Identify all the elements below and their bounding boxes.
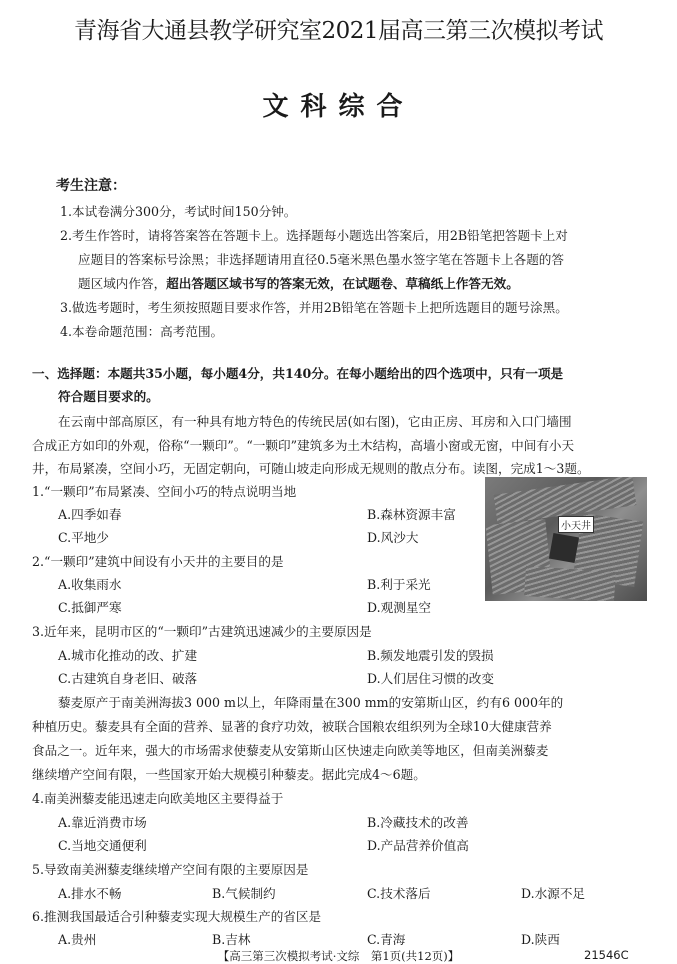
option: C.平地少 — [58, 530, 109, 545]
option: B.森林资源丰富 — [367, 507, 456, 522]
option: D.风沙大 — [367, 530, 419, 545]
option: D.观测星空 — [367, 600, 432, 615]
passage-line: 合成正方如印的外观，俗称“一颗印”。“一颗印”建筑多为土木结构，高墙小窗或无窗，中间有小天 — [32, 438, 575, 453]
option: D.水源不足 — [521, 886, 586, 901]
option: B.气候制约 — [212, 886, 276, 901]
option: C.古建筑自身老旧、破落 — [58, 671, 198, 686]
subject-title: 文科综合 — [262, 92, 415, 122]
passage-line: 藜麦原产于南美洲海拔3 000 m以上，年降雨量在300 mm的安第斯山区，约有6 000年的 — [58, 695, 564, 710]
option: C.抵御严寒 — [58, 600, 122, 615]
notice-text: 题区域内作答， — [78, 276, 167, 291]
yikeyin-house-photo — [485, 477, 647, 601]
option: A.贵州 — [58, 932, 97, 947]
option: A.城市化推动的改、扩建 — [58, 648, 198, 663]
question-stem: 5.导致南美洲藜麦继续增产空间有限的主要原因是 — [32, 862, 309, 877]
notice-line: 应题目的答案标号涂黑；非选择题请用直径0.5毫米黑色墨水签字笔在答题卡上各题的答 — [78, 252, 564, 267]
option: B.利于采光 — [367, 577, 431, 592]
question-stem: 1.“一颗印”布局紧凑、空间小巧的特点说明当地 — [32, 484, 297, 499]
question-stem: 3.近年来，昆明市区的“一颗印”古建筑迅速减少的主要原因是 — [32, 624, 372, 639]
notice-heading: 考生注意： — [56, 178, 126, 194]
passage-line: 种植历史。藜麦具有全面的营养、显著的食疗功效，被联合国粮农组织列为全球10大健康营养 — [32, 719, 552, 734]
option: A.收集雨水 — [58, 577, 122, 592]
question-stem: 6.推测我国最适合引种藜麦实现大规模生产的省区是 — [32, 909, 322, 924]
option: A.四季如春 — [58, 507, 122, 522]
notice-line — [78, 273, 519, 292]
notice-line: 2.考生作答时，请将答案答在答题卡上。选择题每小题选出答案后，用2B铅笔把答题卡上对 — [60, 228, 568, 243]
section-heading: 一、选择题：本题共35小题，每小题4分，共140分。在每小题给出的四个选项中，只有一项是 — [32, 366, 564, 381]
photo-label: 小天井 — [558, 516, 594, 533]
passage-line: 在云南中部高原区，有一种具有地方特色的传统民居(如右图)，它由正房、耳房和入口门墙围 — [58, 414, 572, 429]
option: B.频发地震引发的毁损 — [367, 648, 494, 663]
option: B.冷藏技术的改善 — [367, 815, 469, 830]
passage-line: 继续增产空间有限，一些国家开始大规模引种藜麦。据此完成4～6题。 — [32, 767, 426, 782]
notice-line: 4.本卷命题范围：高考范围。 — [60, 324, 224, 339]
notice-line: 1.本试卷满分300分，考试时间150分钟。 — [60, 204, 297, 219]
option: C.当地交通便利 — [58, 838, 147, 853]
option: A.排水不畅 — [58, 886, 122, 901]
notice-emphasis: 超出答题区域书写的答案无效，在试题卷、草稿纸上作答无效。 — [166, 276, 519, 291]
option: B.吉林 — [212, 932, 251, 947]
option: A.靠近消费市场 — [58, 815, 147, 830]
option: C.青海 — [367, 932, 406, 947]
question-stem: 4.南美洲藜麦能迅速走向欧美地区主要得益于 — [32, 791, 284, 806]
option: D.人们居住习惯的改变 — [367, 671, 494, 686]
option: C.技术落后 — [367, 886, 431, 901]
option: D.产品营养价值高 — [367, 838, 469, 853]
passage-line: 食品之一。近年来，强大的市场需求使藜麦从安第斯山区快速走向欧美等地区，但南美洲藜麦 — [32, 743, 549, 758]
option: D.陕西 — [521, 932, 560, 947]
paper-code: 21546C — [584, 948, 629, 962]
question-stem: 2.“一颗印”建筑中间设有小天井的主要目的是 — [32, 554, 284, 569]
exam-title: 青海省大通县教学研究室2021届高三第三次模拟考试 — [73, 18, 604, 44]
notice-line: 3.做选考题时，考生须按照题目要求作答，并用2B铅笔在答题卡上把所选题目的题号涂黑。 — [60, 300, 568, 315]
section-heading: 符合题目要求的。 — [58, 389, 159, 404]
page-footer: 【高三第三次模拟考试·文综 第1页(共12页)】 — [217, 949, 460, 963]
passage-line: 井，布局紧凑，空间小巧，无固定朝向，可随山坡走向形成无规则的散点分布。读图，完成1～3题。 — [32, 461, 590, 476]
